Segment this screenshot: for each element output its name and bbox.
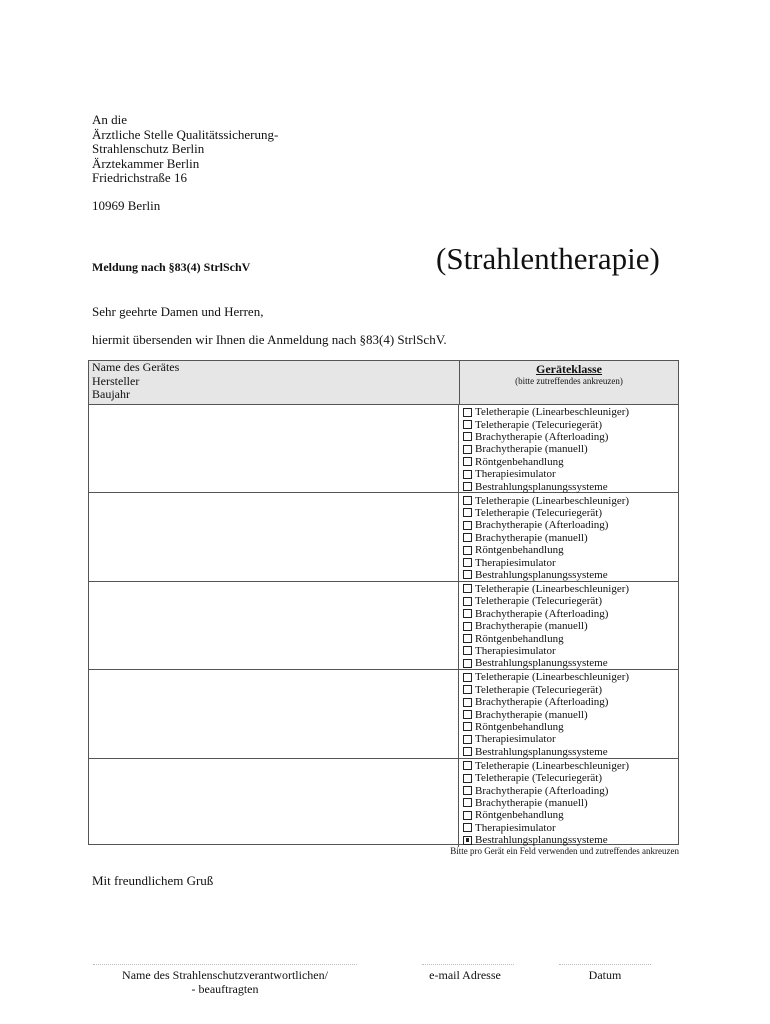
device-class-option-label: Teletherapie (Linearbeschleuniger) xyxy=(475,671,630,684)
checkbox[interactable] xyxy=(463,811,472,820)
device-class-option xyxy=(463,595,677,607)
device-class-option-label: Therapiesimulator xyxy=(475,733,556,746)
device-class-option xyxy=(463,809,677,821)
device-class-option xyxy=(463,583,677,595)
device-class-options xyxy=(463,671,677,758)
device-class-option-label: Brachytherapie (Afterloading) xyxy=(475,430,609,443)
checkbox[interactable] xyxy=(463,609,472,618)
device-class-option xyxy=(463,468,677,480)
device-class-options xyxy=(463,583,677,670)
device-info-field[interactable] xyxy=(89,670,459,757)
device-class-option xyxy=(463,418,677,430)
header-year: Baujahr xyxy=(92,387,130,401)
device-class-option xyxy=(463,733,677,745)
device-class-option xyxy=(463,708,677,720)
checkbox[interactable] xyxy=(463,698,472,707)
checkbox[interactable] xyxy=(463,445,472,454)
device-class-option xyxy=(463,834,677,846)
device-class-options xyxy=(463,494,677,581)
subject-line: Meldung nach §83(4) StrlSchV xyxy=(92,260,251,274)
table-row xyxy=(89,493,678,581)
checkbox[interactable] xyxy=(463,786,472,795)
device-class-option-label: Brachytherapie (Afterloading) xyxy=(475,519,609,532)
device-class-options xyxy=(463,760,677,847)
device-class-option xyxy=(463,760,677,772)
checkbox[interactable] xyxy=(463,420,472,429)
address-line: An die xyxy=(92,112,128,127)
device-class-option-label: Teletherapie (Telecuriegerät) xyxy=(475,772,603,785)
checkbox[interactable] xyxy=(463,823,472,832)
device-class-option xyxy=(463,519,677,531)
device-class-option-label: Brachytherapie (Afterloading) xyxy=(475,784,609,797)
device-class-option xyxy=(463,684,677,696)
checkbox[interactable] xyxy=(463,508,472,517)
device-class-option-label: Therapiesimulator xyxy=(475,556,556,569)
device-class-option-label: Teletherapie (Linearbeschleuniger) xyxy=(475,582,630,595)
device-class-option xyxy=(463,532,677,544)
device-class-option-label: Brachytherapie (Afterloading) xyxy=(475,607,609,620)
device-class-option-label: Brachytherapie (manuell) xyxy=(475,708,588,721)
device-class-option-label: Bestrahlungsplanungssysteme xyxy=(475,568,608,581)
device-class-option xyxy=(463,569,677,581)
device-class-option-label: Teletherapie (Telecuriegerät) xyxy=(475,418,603,431)
device-class-option-label: Bestrahlungsplanungssysteme xyxy=(475,745,608,758)
checkbox[interactable] xyxy=(463,570,472,579)
device-class-option xyxy=(463,797,677,809)
table-body xyxy=(89,405,678,847)
device-class-option-label: Teletherapie (Linearbeschleuniger) xyxy=(475,759,630,772)
signature-line-email[interactable] xyxy=(422,964,514,965)
device-class-option xyxy=(463,772,677,784)
header-device-info xyxy=(92,361,179,402)
checkbox[interactable] xyxy=(463,685,472,694)
checkbox[interactable] xyxy=(463,673,472,682)
device-class-option-label: Brachytherapie (Afterloading) xyxy=(475,696,609,709)
device-class-option-label: Bestrahlungsplanungssysteme xyxy=(475,834,608,847)
checkbox[interactable] xyxy=(463,408,472,417)
header-device-class-hint: (bitte zutreffendes ankreuzen) xyxy=(515,376,623,386)
device-class-option-label: Therapiesimulator xyxy=(475,644,556,657)
device-class-option-label: Bestrahlungsplanungssysteme xyxy=(475,657,608,670)
checkbox[interactable] xyxy=(463,546,472,555)
device-class-option xyxy=(463,721,677,733)
signature-line-name[interactable] xyxy=(93,964,357,965)
device-class-options xyxy=(463,406,677,493)
checkbox[interactable] xyxy=(463,761,472,770)
checkbox[interactable] xyxy=(463,533,472,542)
device-class-option-label: Therapiesimulator xyxy=(475,821,556,834)
device-info-field[interactable] xyxy=(89,759,459,847)
device-class-option-label: Teletherapie (Telecuriegerät) xyxy=(475,506,603,519)
checkbox[interactable] xyxy=(463,521,472,530)
device-registration-table xyxy=(88,360,679,845)
device-class-option xyxy=(463,746,677,758)
address-line: Ärztliche Stelle Qualitätssicherung- xyxy=(92,126,279,142)
device-class-option-label: Brachytherapie (manuell) xyxy=(475,531,588,544)
device-class-option-label: Röntgenbehandlung xyxy=(475,544,564,557)
device-class-option xyxy=(463,406,677,418)
device-class-option xyxy=(463,480,677,492)
document-title: (Strahlentherapie) xyxy=(436,241,660,276)
header-manufacturer: Hersteller xyxy=(92,373,140,388)
device-class-option-label: Teletherapie (Telecuriegerät) xyxy=(475,595,603,608)
table-row xyxy=(89,759,678,847)
table-row xyxy=(89,670,678,758)
checkbox[interactable] xyxy=(463,722,472,731)
device-info-field[interactable] xyxy=(89,582,459,669)
device-class-option xyxy=(463,556,677,568)
signature-name-label xyxy=(93,968,357,996)
signature-line-date[interactable] xyxy=(559,964,651,965)
checkbox[interactable] xyxy=(463,836,472,845)
device-class-option-label: Röntgenbehandlung xyxy=(475,720,564,733)
device-class-option xyxy=(463,645,677,657)
checkbox[interactable] xyxy=(463,432,472,441)
closing-greeting: Mit freundlichem Gruß xyxy=(92,873,214,888)
device-class-option xyxy=(463,494,677,506)
device-class-option-label: Röntgenbehandlung xyxy=(475,809,564,822)
signature-name-label-line1: Name des Strahlenschutzverantwortlichen/ xyxy=(122,968,328,982)
address-line: Friedrichstraße 16 xyxy=(92,170,187,185)
device-class-option xyxy=(463,456,677,468)
device-class-option xyxy=(463,696,677,708)
checkbox[interactable] xyxy=(463,597,472,606)
signature-name-label-line2: - beauftragten xyxy=(191,982,259,996)
table-row xyxy=(89,582,678,670)
checkbox[interactable] xyxy=(463,634,472,643)
intro-text: hiermit übersenden wir Ihnen die Anmeldung nach §83(4) StrlSchV. xyxy=(92,332,447,347)
address-line: Strahlenschutz Berlin xyxy=(92,141,205,156)
signature-email-label: e-mail Adresse xyxy=(429,968,501,982)
device-class-option xyxy=(463,431,677,443)
device-class-option xyxy=(463,632,677,644)
address-line: Ärztekammer Berlin xyxy=(92,155,200,171)
device-class-option-label: Teletherapie (Linearbeschleuniger) xyxy=(475,494,630,507)
checkbox[interactable] xyxy=(463,470,472,479)
device-class-option xyxy=(463,544,677,556)
salutation: Sehr geehrte Damen und Herren, xyxy=(92,304,264,319)
checkbox[interactable] xyxy=(463,622,472,631)
checkbox[interactable] xyxy=(463,774,472,783)
table-hint: Bitte pro Gerät ein Feld verwenden und zutreffendes ankreuzen xyxy=(450,846,679,856)
checkbox[interactable] xyxy=(463,558,472,567)
checkbox[interactable] xyxy=(463,798,472,807)
device-class-option xyxy=(463,784,677,796)
device-class-option-label: Teletherapie (Linearbeschleuniger) xyxy=(475,406,630,419)
device-class-option-label: Therapiesimulator xyxy=(475,468,556,481)
device-class-option xyxy=(463,620,677,632)
checkbox[interactable] xyxy=(463,646,472,655)
checkbox[interactable] xyxy=(463,659,472,668)
device-class-option-label: Brachytherapie (manuell) xyxy=(475,443,588,456)
device-class-option-label: Bestrahlungsplanungssysteme xyxy=(475,480,608,493)
checkbox[interactable] xyxy=(463,584,472,593)
device-class-option xyxy=(463,443,677,455)
device-class-option-label: Brachytherapie (manuell) xyxy=(475,620,588,633)
device-class-option-label: Brachytherapie (manuell) xyxy=(475,796,588,809)
device-class-option xyxy=(463,657,677,669)
device-class-option xyxy=(463,822,677,834)
device-class-option-label: Röntgenbehandlung xyxy=(475,632,564,645)
device-class-option xyxy=(463,507,677,519)
checkbox[interactable] xyxy=(463,710,472,719)
address-city: 10969 Berlin xyxy=(92,198,161,213)
device-class-option xyxy=(463,671,677,683)
device-info-field[interactable] xyxy=(89,405,459,492)
checkbox[interactable] xyxy=(463,496,472,505)
device-class-option-label: Röntgenbehandlung xyxy=(475,455,564,468)
header-device-class: Geräteklasse xyxy=(536,362,602,376)
device-class-option xyxy=(463,608,677,620)
header-device-name: Name des Gerätes xyxy=(92,360,180,374)
checkbox[interactable] xyxy=(463,735,472,744)
checkbox[interactable] xyxy=(463,482,472,491)
device-info-field[interactable] xyxy=(89,493,459,580)
checkbox[interactable] xyxy=(463,457,472,466)
recipient-address xyxy=(92,113,278,186)
table-header xyxy=(89,361,678,405)
device-class-option-label: Teletherapie (Telecuriegerät) xyxy=(475,683,603,696)
table-row xyxy=(89,405,678,493)
signature-date-label: Datum xyxy=(588,968,622,982)
checkbox[interactable] xyxy=(463,747,472,756)
